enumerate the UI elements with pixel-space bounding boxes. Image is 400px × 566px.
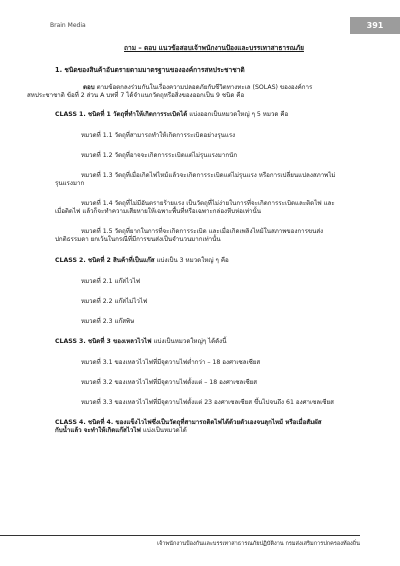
class1-item-5b: ปกติธรรมดา ยกเว้นในกรณีที่มีการขนส่งเป็นจำนวนมากเท่านั้น (55, 236, 221, 243)
class3-item-3: หมวดที่ 3.3 ของเหลวไวไฟที่มีจุดวาบไฟตั้งแต่ 23 องศาเซลเซียส ขึ้นไปจนถึง 61 องศาเซลเซียส (81, 399, 334, 406)
class2-item-1: หมวดที่ 2.1 แก๊สไวไฟ (81, 278, 141, 285)
footer-text: เจ้าพนักงานป้องกันและบรรเทาสาธารณภัยปฏิบัติงาน กรมส่งเสริมการปกครองท้องถิ่น (157, 541, 360, 547)
class2-item-3: หมวดที่ 2.3 แก๊สพิษ (81, 318, 135, 325)
page-title: ถาม – ตอบ แนวข้อสอบเจ้าพนักงานป้องและบรรเทาสาธารณภัย (124, 44, 304, 52)
class2-item-2: หมวดที่ 2.2 แก๊สไม่ไวไฟ (81, 298, 148, 305)
class3-heading (55, 338, 373, 346)
answer-lead: ตอบ (83, 84, 95, 91)
answer-text-1: ตามข้อตกลงร่วมกันในเรื่องความปลอดภัยกับชีวิตทางทะเล (SOLAS) ขององค์การ (94, 84, 313, 91)
class3-item-1: หมวดที่ 3.1 ของเหลวไวไฟที่มีจุดวาบไฟต่ำกว่า – 18 องศาเซลเซียส (81, 359, 261, 366)
answer-paragraph (27, 84, 373, 100)
class4-heading (55, 419, 373, 435)
running-header-left: Brain Media (50, 22, 86, 29)
class1-item-4b: เมื่อติดไฟ แล้วก็จะทำความเสียหายให้เฉพาะพื้นที่หรือเฉพาะกล่องหีบห่อเท่านั้น (55, 208, 261, 215)
class3-item-2: หมวดที่ 3.2 ของเหลวไวไฟที่มีจุดวาบไฟตั้งแต่ – 18 องศาเซลเซียส (81, 379, 258, 386)
page-number-tab: 391 (350, 17, 400, 34)
page-body (27, 44, 373, 435)
class1-item-2: หมวดที่ 1.2 วัตถุที่อาจจะเกิดการระเบิดแต่ไม่รุนแรงมากนัก (81, 152, 238, 159)
class1-heading (55, 111, 373, 119)
class1-desc: แบ่งออกเป็นหมวดใหญ่ ๆ 5 หมวด คือ (187, 111, 289, 118)
class1-title: CLASS 1. ชนิดที่ 1 วัตถุที่ทำให้เกิดการระเบิดได้ (55, 111, 188, 118)
class4-title-2: กับน้ำแล้ว จะทำให้เกิดแก๊สไวไฟ (55, 427, 141, 434)
class2-heading (55, 257, 373, 265)
class3-desc: แบ่งเป็นหมวดใหญ่ๆ ได้ดังนี้ (151, 338, 227, 345)
class1-item-5a: หมวดที่ 1.5 วัตถุที่ยากในการที่จะเกิดการระเบิด และเมื่อเกิดเพลิงไหม้ในสภาพของการขนส่ง (81, 228, 324, 235)
class1-item-3b: รุนแรงมาก (55, 180, 85, 187)
answer-text-2: สหประชาชาติ ข้อที่ 2 ส่วน A บทที่ 7 ได้จำแนกวัตถุหรือสิ่งของออกเป็น 9 ชนิด คือ (27, 92, 245, 99)
class1-item-4a: หมวดที่ 1.4 วัตถุที่ไม่มีอันตรายร้ายแรง เป็นวัตถุที่ไม่ง่ายในการที่จะเกิดการระเบิดและติดไฟ และ (81, 200, 335, 207)
class4-title-1: CLASS 4. ชนิดที่ 4. ของแข็งไวไฟซึ่งเป็นวัตถุที่สามารถติดไฟได้ด้วยตัวเองจนลุกไหม้ หรือเมื่อสัมผัส (55, 419, 322, 426)
class1-item-3a: หมวดที่ 1.3 วัตถุที่เมื่อเกิดไฟไหม้แล้วจะเกิดการระเบิดแต่ไม่รุนแรง หรือการเปลี่ยนแปลงสภาพไม่ (81, 172, 336, 179)
class2-desc: แบ่งเป็น 3 หมวดใหญ่ ๆ คือ (154, 257, 229, 264)
class1-item-1: หมวดที่ 1.1 วัตถุที่สามารถทำให้เกิดการระเบิดอย่างรุนแรง (81, 132, 236, 139)
footer-rule (0, 535, 360, 536)
class3-title: CLASS 3. ชนิดที่ 3 ของเหลวไวไฟ (55, 338, 152, 345)
class4-desc: แบ่งเป็นหมวดได้ (140, 427, 187, 434)
question-heading: 1. ชนิดของสินค้าอันตรายตามมาตรฐานขององค์การสหประชาชาติ (55, 66, 245, 74)
class2-title: CLASS 2. ชนิดที่ 2 สินค้าที่เป็นแก๊ส (55, 257, 155, 264)
